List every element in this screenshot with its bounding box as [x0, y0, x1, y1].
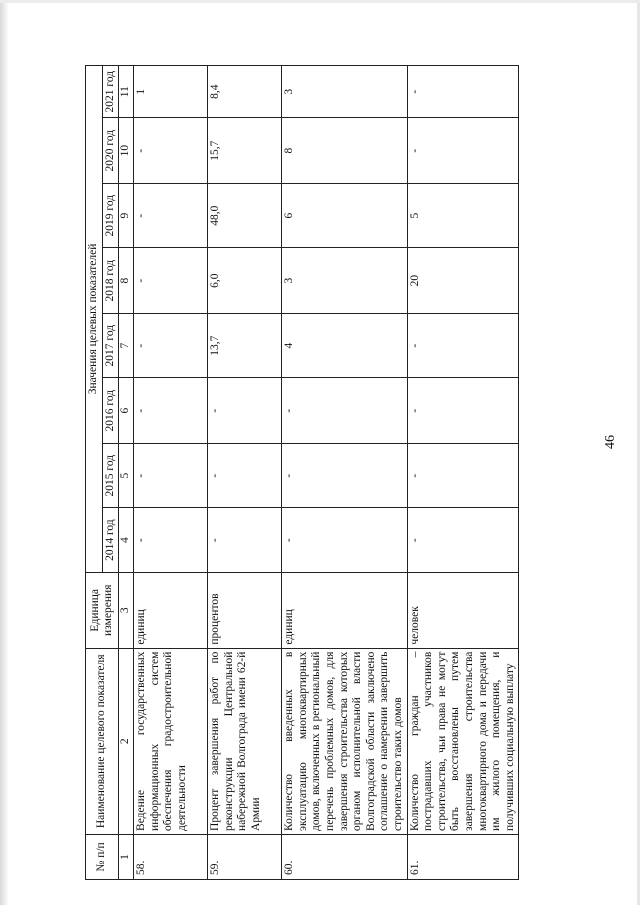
value-cell: 6,0 — [208, 248, 282, 314]
column-index: 5 — [119, 443, 134, 507]
table-row — [407, 66, 519, 880]
column-index: 3 — [119, 572, 134, 648]
header-year: 2021 год — [102, 66, 119, 118]
unit-cell: процентов — [208, 572, 282, 648]
table-row — [282, 66, 407, 880]
header-year: 2015 год — [102, 443, 119, 507]
indicator-name: Ведение государственных информационных систем обеспечения градостроительной деятельности — [134, 648, 208, 834]
unit-cell: единиц — [282, 572, 407, 648]
value-cell: 13,7 — [208, 313, 282, 377]
row-number: 58. — [134, 834, 208, 879]
column-index: 8 — [119, 248, 134, 314]
value-cell: 3 — [282, 66, 407, 118]
column-index: 10 — [119, 118, 134, 184]
value-cell: - — [208, 443, 282, 507]
value-cell: 1 — [134, 66, 208, 118]
header-unit: Единица измерения — [86, 572, 119, 648]
value-cell: - — [134, 508, 208, 572]
header-year: 2016 год — [102, 378, 119, 444]
value-cell: 6 — [282, 183, 407, 247]
value-cell: - — [407, 508, 519, 572]
column-index-row — [119, 66, 134, 880]
header-row-1 — [86, 66, 103, 880]
page-number: 46 — [603, 435, 618, 449]
column-index: 1 — [119, 834, 134, 879]
scan-top-edge — [0, 0, 640, 3]
value-cell: 48,0 — [208, 183, 282, 247]
header-name: Наименование целевого показателя — [86, 648, 119, 834]
header-num: № п/п — [86, 834, 119, 879]
row-number: 59. — [208, 834, 282, 879]
value-cell: - — [407, 378, 519, 444]
value-cell: - — [407, 66, 519, 118]
table-row — [134, 66, 208, 880]
column-index: 7 — [119, 313, 134, 377]
header-year: 2019 год — [102, 183, 119, 247]
value-cell: - — [134, 183, 208, 247]
column-index: 9 — [119, 183, 134, 247]
row-number: 60. — [282, 834, 407, 879]
row-number: 61. — [407, 834, 519, 879]
column-index: 11 — [119, 66, 134, 118]
value-cell: - — [407, 118, 519, 184]
indicator-name: Количество введенных в эксплуатацию многоквартирных домов, включенных в региональный перечень проблемных домов, для завершения строительства которых органом исполнительной власти Волгоградской области заключено соглашение о намерении завершить строительство таких домов — [282, 648, 407, 834]
column-index: 2 — [119, 648, 134, 834]
indicator-name: Процент завершения работ по реконструкции Центральной набережной Волгограда имени 62-й Армии — [208, 648, 282, 834]
value-cell: 8 — [282, 118, 407, 184]
column-index: 4 — [119, 508, 134, 572]
value-cell: - — [407, 443, 519, 507]
header-year: 2020 год — [102, 118, 119, 184]
rotated-table-sheet — [85, 65, 565, 880]
scan-left-edge — [0, 0, 8, 905]
unit-cell: человек — [407, 572, 519, 648]
value-cell: - — [134, 378, 208, 444]
indicator-name: Количество граждан – пострадавших участников строительства, чьи права не могут быть восстановлены путем завершения строительства многоквартирного дома и передачи им жилого помещения, и получивших социальную выплату — [407, 648, 519, 834]
value-cell: - — [134, 248, 208, 314]
header-year: 2017 год — [102, 313, 119, 377]
value-cell: - — [282, 508, 407, 572]
unit-cell: единиц — [134, 572, 208, 648]
value-cell: 4 — [282, 313, 407, 377]
value-cell: - — [134, 118, 208, 184]
value-cell: - — [208, 508, 282, 572]
value-cell: 15,7 — [208, 118, 282, 184]
value-cell: - — [407, 313, 519, 377]
table-row — [208, 66, 282, 880]
value-cell: - — [282, 443, 407, 507]
value-cell: 8,4 — [208, 66, 282, 118]
value-cell: - — [208, 378, 282, 444]
header-values-group: Значения целевых показателей — [86, 66, 103, 573]
value-cell: - — [134, 313, 208, 377]
column-index: 6 — [119, 378, 134, 444]
header-year: 2018 год — [102, 248, 119, 314]
header-year: 2014 год — [102, 508, 119, 572]
value-cell: 20 — [407, 248, 519, 314]
indicators-table — [85, 65, 519, 880]
value-cell: 3 — [282, 248, 407, 314]
value-cell: - — [134, 443, 208, 507]
value-cell: - — [282, 378, 407, 444]
value-cell: 5 — [407, 183, 519, 247]
